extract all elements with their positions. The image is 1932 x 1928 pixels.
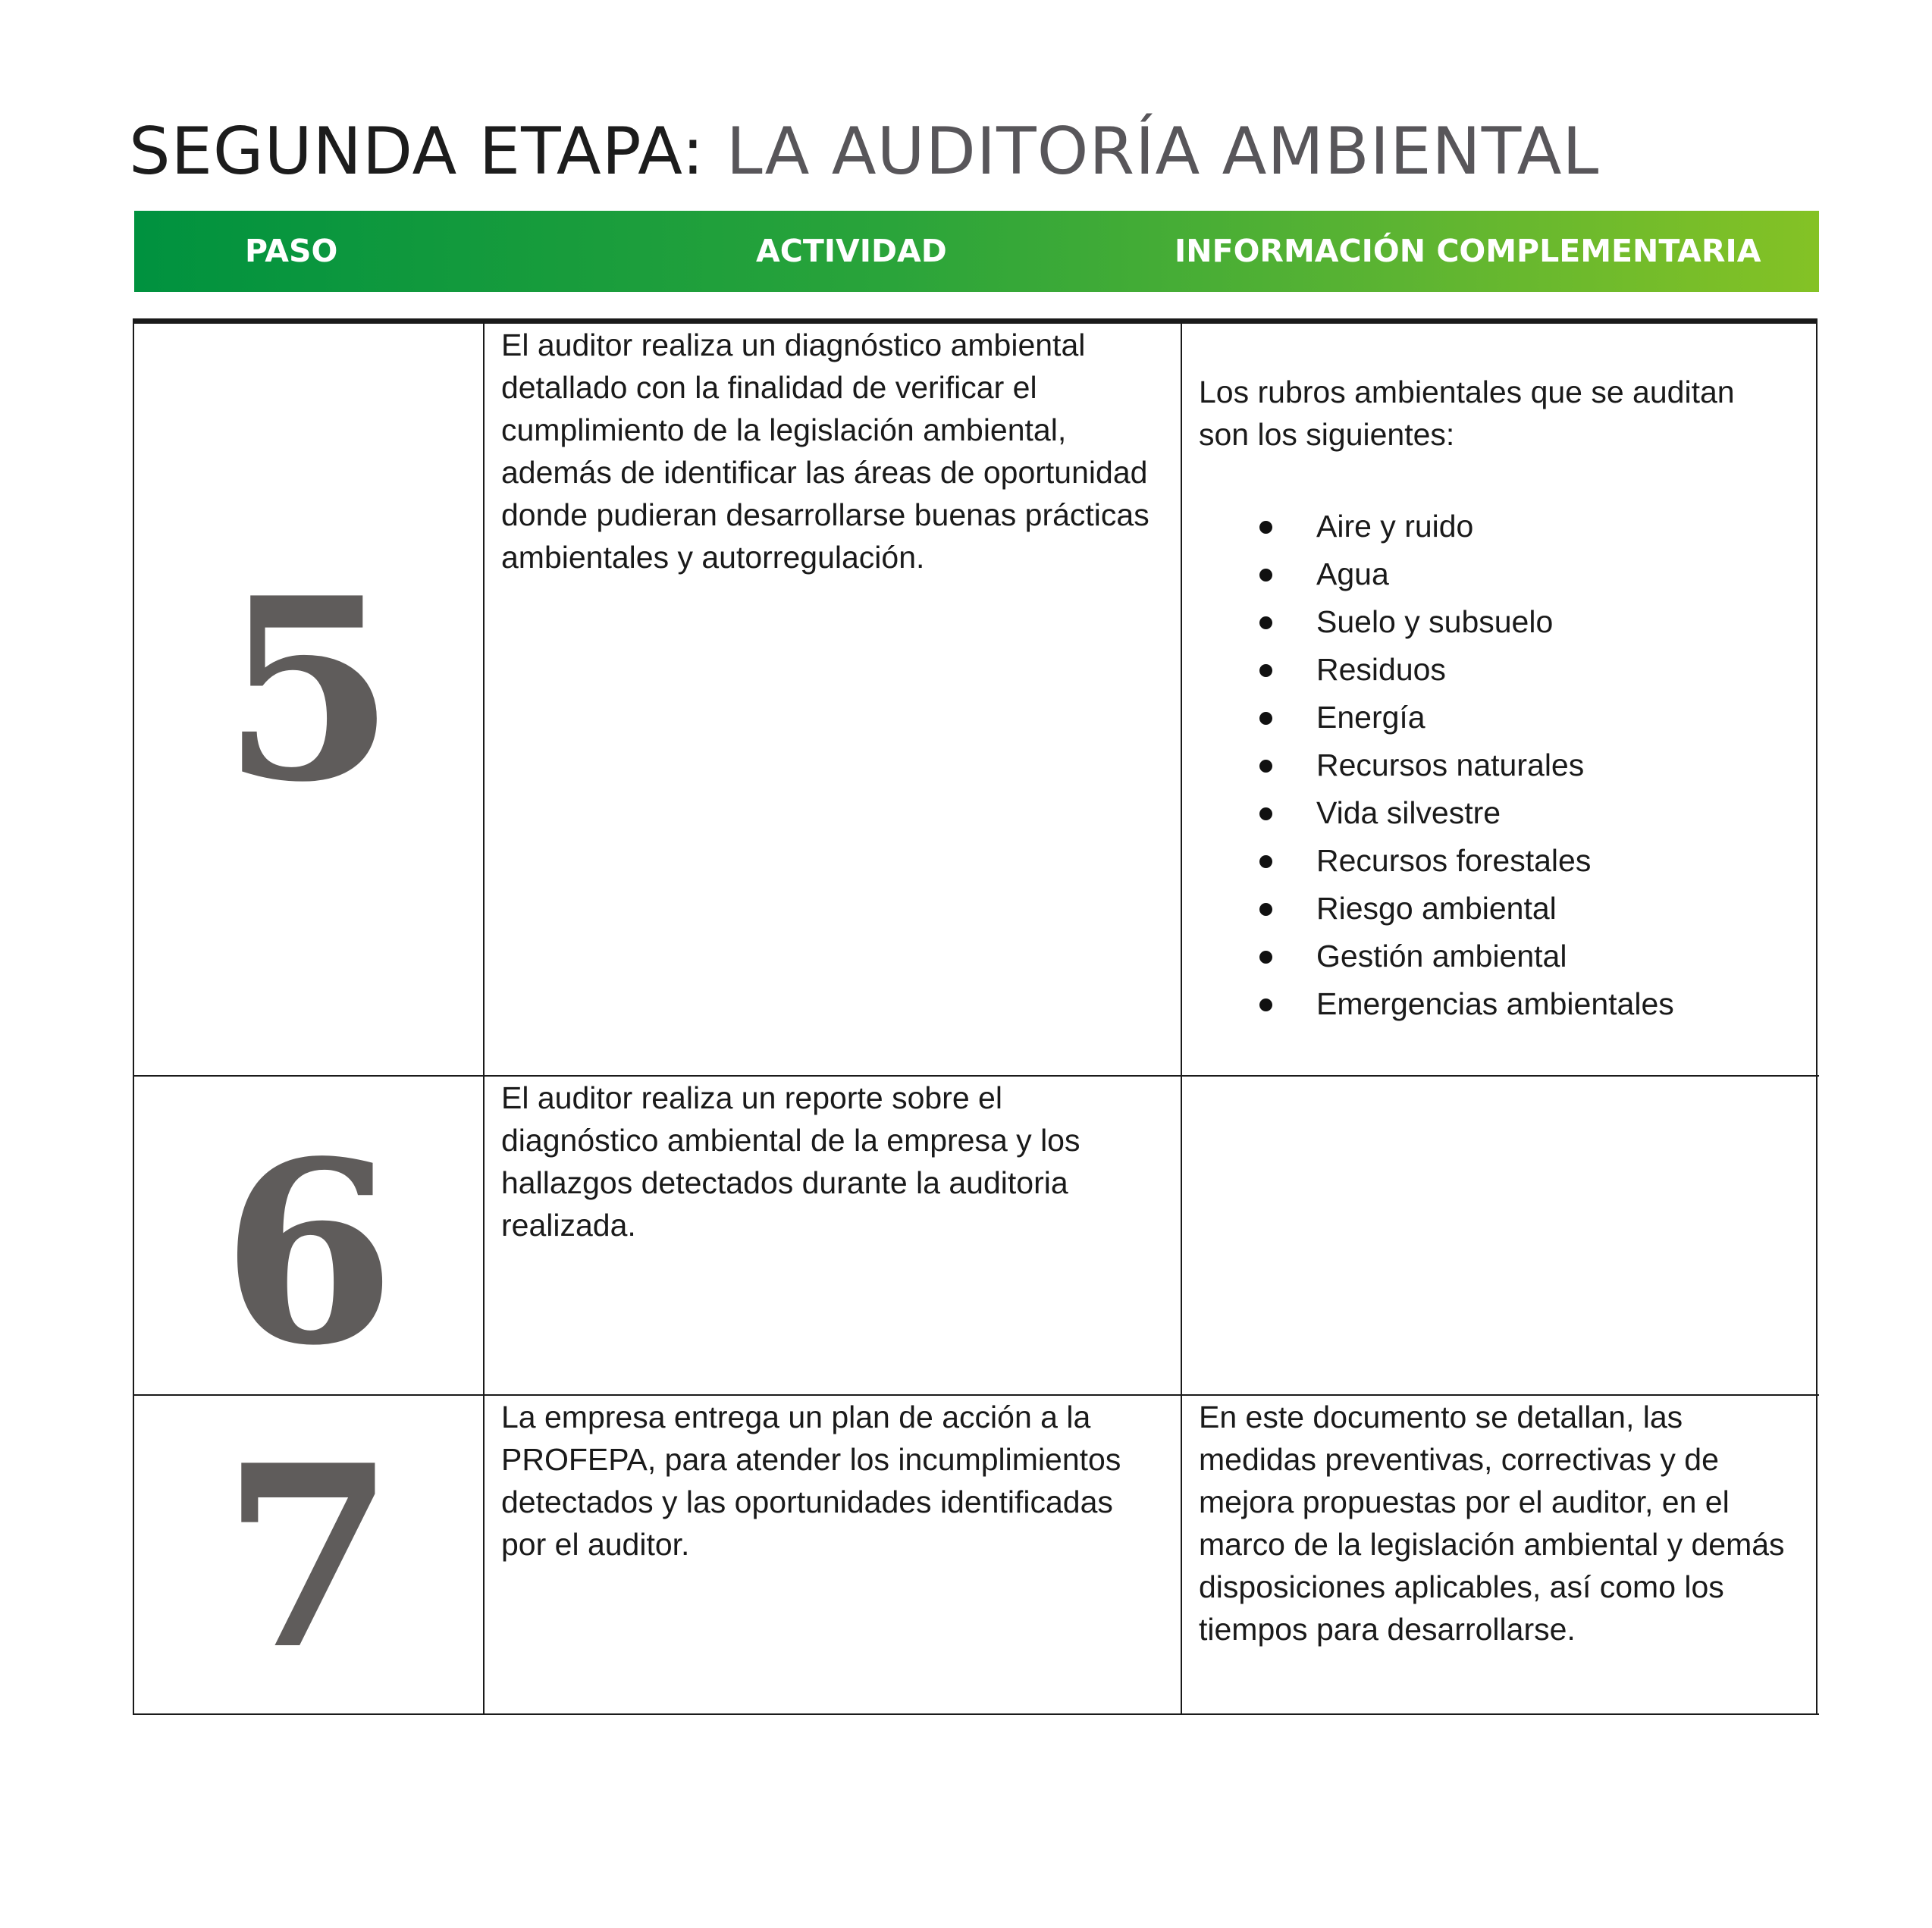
- step-5-info-cell: [1181, 324, 1819, 1077]
- header-actividad: ACTIVIDAD: [756, 233, 947, 269]
- step-info-block: [1199, 371, 1789, 1028]
- list-item: Agua: [1199, 550, 1789, 598]
- list-item: Recursos naturales: [1199, 741, 1789, 789]
- list-item: Emergencias ambientales: [1199, 980, 1789, 1028]
- header-informacion: INFORMACIÓN COMPLEMENTARIA: [1175, 233, 1761, 269]
- list-item: Energía: [1199, 694, 1789, 741]
- title-topic: LA AUDITORÍA AMBIENTAL: [726, 114, 1600, 190]
- step-5-activity-cell: [483, 324, 1181, 1077]
- list-item: Suelo y subsuelo: [1199, 598, 1789, 646]
- step-7-number-cell: [134, 1396, 483, 1715]
- step-number: 6: [221, 1106, 396, 1400]
- step-info-intro: Los rubros ambientales que se auditan son los siguientes:: [1199, 375, 1735, 452]
- table-top-rule: [133, 318, 1818, 324]
- list-item: Riesgo ambiental: [1199, 885, 1789, 933]
- step-6-info-cell: [1181, 1077, 1819, 1396]
- list-item: Gestión ambiental: [1199, 933, 1789, 980]
- step-activity-text: La empresa entrega un plan de acción a la PROFEPA, para atender los incumplimientos detectados y las oportunidades identificadas por el auditor.: [501, 1400, 1121, 1562]
- list-item: Residuos: [1199, 646, 1789, 694]
- environmental-items-list: [1199, 503, 1789, 1028]
- step-activity-text: El auditor realiza un diagnóstico ambiental detallado con la finalidad de verificar el cumplimiento de la legislación ambiental, además de identificar las áreas de oportunidad donde pudieran desarrollarse buenas prácticas ambientales y autorregulación.: [501, 328, 1149, 575]
- list-item: Recursos forestales: [1199, 837, 1789, 885]
- steps-table: [133, 318, 1818, 1715]
- step-activity-text: El auditor realiza un reporte sobre el diagnóstico ambiental de la empresa y los hallazgos detectados durante la auditoria realizada.: [501, 1080, 1080, 1243]
- list-item: Vida silvestre: [1199, 789, 1789, 837]
- step-number: 5: [221, 543, 396, 837]
- step-6-activity-cell: [483, 1077, 1181, 1396]
- step-info-text: En este documento se detallan, las medidas preventivas, correctivas y de mejora propuestas por el auditor, en el marco de la legislación ambiental y demás disposiciones aplicables, así como los tiempos para desarrollarse.: [1199, 1400, 1785, 1647]
- step-7-activity-cell: [483, 1396, 1181, 1715]
- page-title: [129, 106, 1599, 197]
- table-header-bar: [134, 211, 1819, 292]
- title-stage: SEGUNDA ETAPA:: [129, 114, 705, 190]
- step-number: 7: [221, 1410, 396, 1704]
- step-7-info-cell: [1181, 1396, 1819, 1715]
- list-item: Aire y ruido: [1199, 503, 1789, 550]
- step-6-number-cell: [134, 1077, 483, 1400]
- header-paso: PASO: [245, 233, 338, 269]
- steps-grid: [133, 324, 1818, 1715]
- step-5-number-cell: [134, 324, 483, 1077]
